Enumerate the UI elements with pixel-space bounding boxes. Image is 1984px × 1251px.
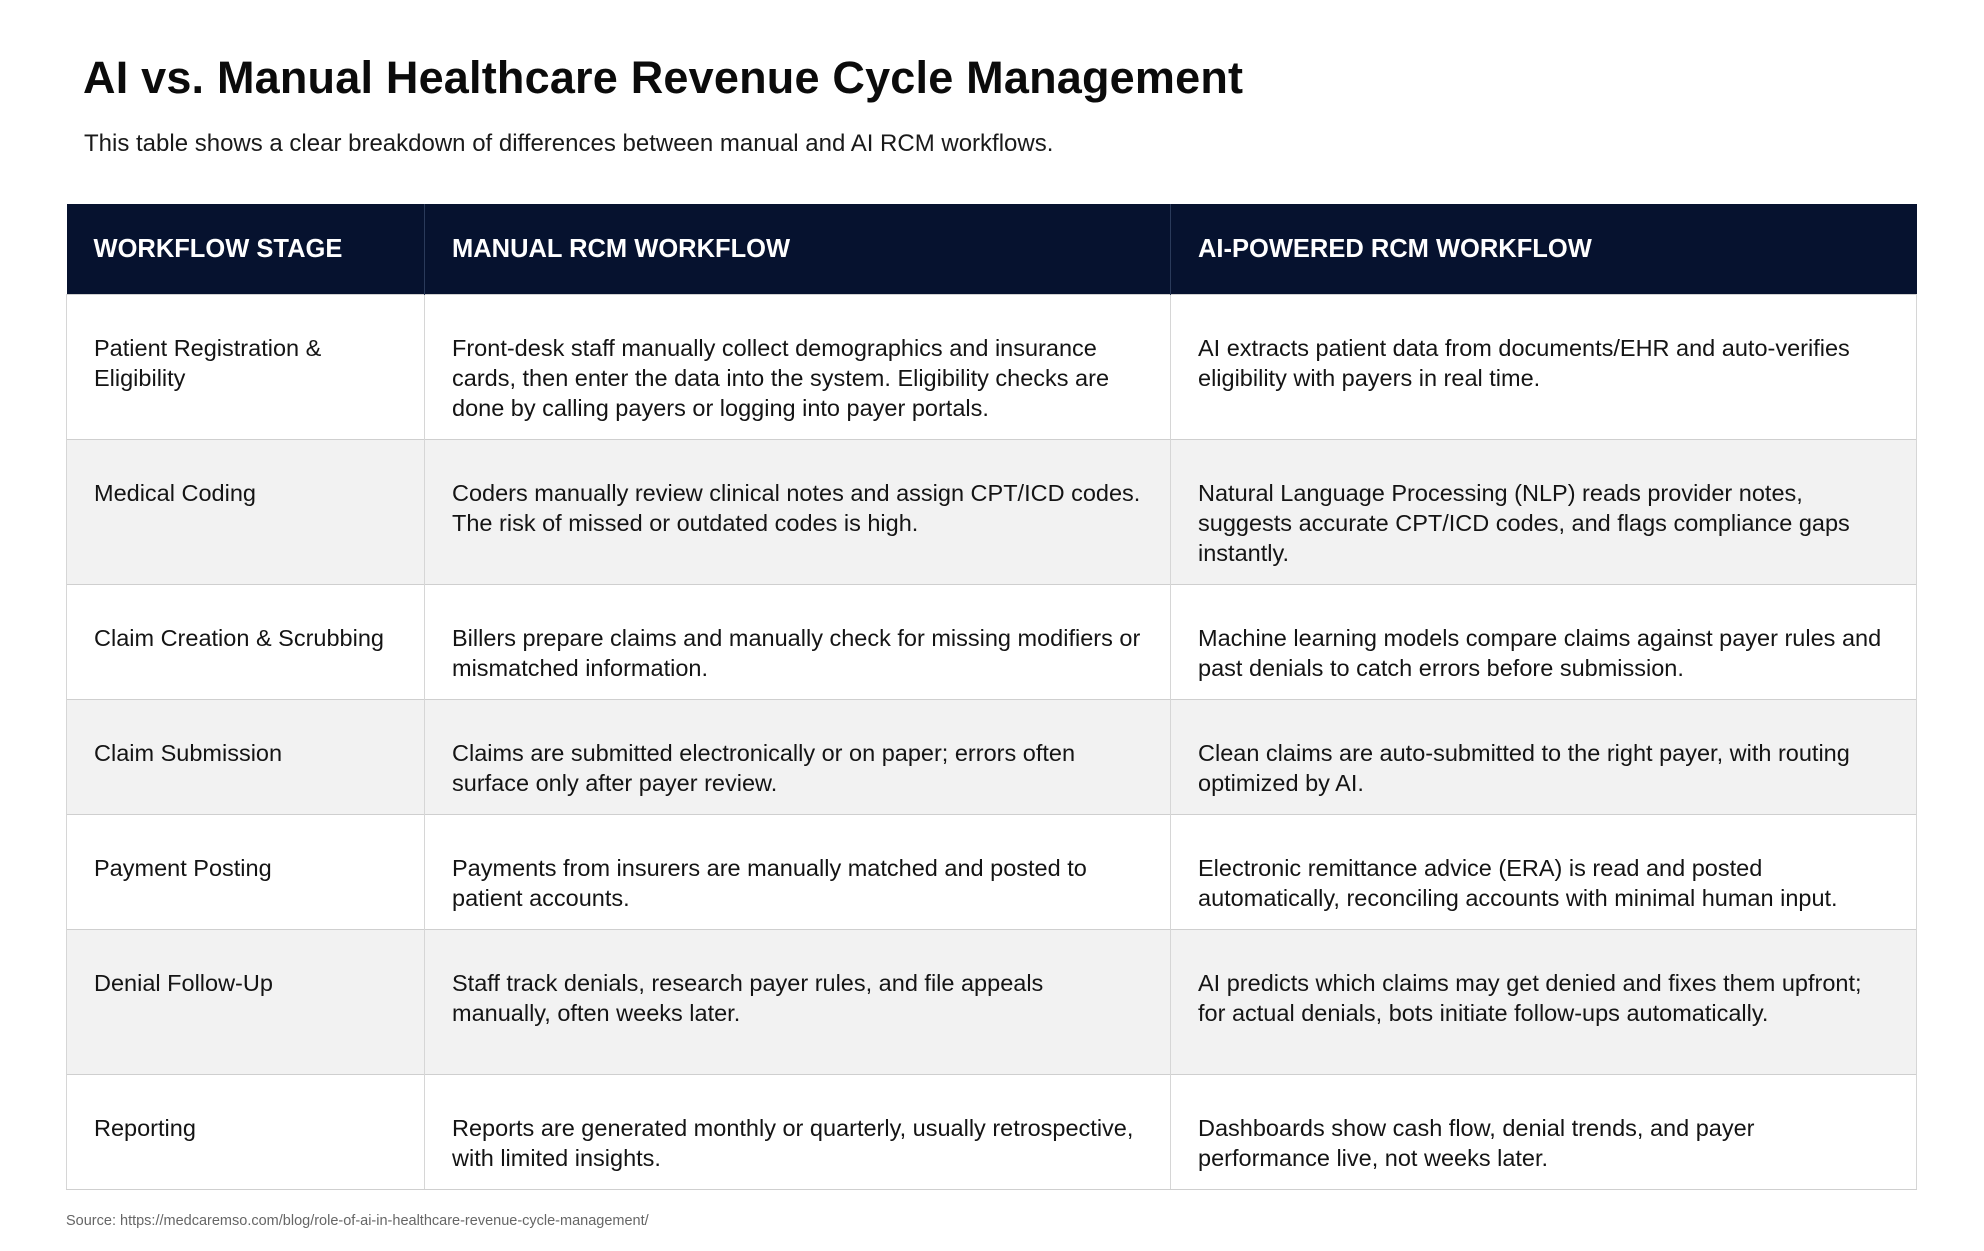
stage-cell: Claim Submission <box>67 700 425 815</box>
ai-cell: Electronic remittance advice (ERA) is read and posted automatically, reconciling accounts with minimal human input. <box>1171 815 1917 930</box>
table-row <box>67 700 1917 815</box>
ai-cell: Dashboards show cash flow, denial trends, and payer performance live, not weeks later. <box>1171 1075 1917 1190</box>
manual-cell: Reports are generated monthly or quarterly, usually retrospective, with limited insights. <box>425 1075 1171 1190</box>
manual-cell: Staff track denials, research payer rules, and file appeals manually, often weeks later. <box>425 930 1171 1075</box>
ai-cell: Machine learning models compare claims against payer rules and past denials to catch errors before submission. <box>1171 585 1917 700</box>
header-workflow-stage: WORKFLOW STAGE <box>67 204 425 295</box>
stage-cell: Patient Registration & Eligibility <box>67 295 425 440</box>
comparison-table <box>66 204 1917 1190</box>
header-ai-workflow: AI-POWERED RCM WORKFLOW <box>1171 204 1917 295</box>
page-subtitle: This table shows a clear breakdown of differences between manual and AI RCM workflows. <box>84 130 1054 157</box>
table-row <box>67 815 1917 930</box>
header-manual-workflow: MANUAL RCM WORKFLOW <box>425 204 1171 295</box>
stage-cell: Denial Follow-Up <box>67 930 425 1075</box>
table-body <box>67 295 1917 1190</box>
stage-cell: Claim Creation & Scrubbing <box>67 585 425 700</box>
stage-cell: Medical Coding <box>67 440 425 585</box>
ai-cell: AI predicts which claims may get denied and fixes them upfront; for actual denials, bots initiate follow-ups automatically. <box>1171 930 1917 1075</box>
ai-cell: Natural Language Processing (NLP) reads provider notes, suggests accurate CPT/ICD codes, and flags compliance gaps instantly. <box>1171 440 1917 585</box>
ai-cell: Clean claims are auto-submitted to the right payer, with routing optimized by AI. <box>1171 700 1917 815</box>
comparison-table-container <box>66 204 1916 1190</box>
page-title: AI vs. Manual Healthcare Revenue Cycle Management <box>83 52 1244 103</box>
table-row <box>67 1075 1917 1190</box>
manual-cell: Front-desk staff manually collect demographics and insurance cards, then enter the data into the system. Eligibility checks are done by calling payers or logging into payer portals. <box>425 295 1171 440</box>
stage-cell: Payment Posting <box>67 815 425 930</box>
manual-cell: Claims are submitted electronically or on paper; errors often surface only after payer review. <box>425 700 1171 815</box>
header-row <box>67 204 1917 295</box>
manual-cell: Coders manually review clinical notes and assign CPT/ICD codes. The risk of missed or outdated codes is high. <box>425 440 1171 585</box>
table-header <box>67 204 1917 295</box>
stage-cell: Reporting <box>67 1075 425 1190</box>
ai-cell: AI extracts patient data from documents/EHR and auto-verifies eligibility with payers in real time. <box>1171 295 1917 440</box>
manual-cell: Billers prepare claims and manually check for missing modifiers or mismatched information. <box>425 585 1171 700</box>
table-row <box>67 295 1917 440</box>
table-row <box>67 930 1917 1075</box>
table-row <box>67 440 1917 585</box>
manual-cell: Payments from insurers are manually matched and posted to patient accounts. <box>425 815 1171 930</box>
table-row <box>67 585 1917 700</box>
source-citation: Source: https://medcaremso.com/blog/role-of-ai-in-healthcare-revenue-cycle-management/ <box>66 1213 649 1229</box>
